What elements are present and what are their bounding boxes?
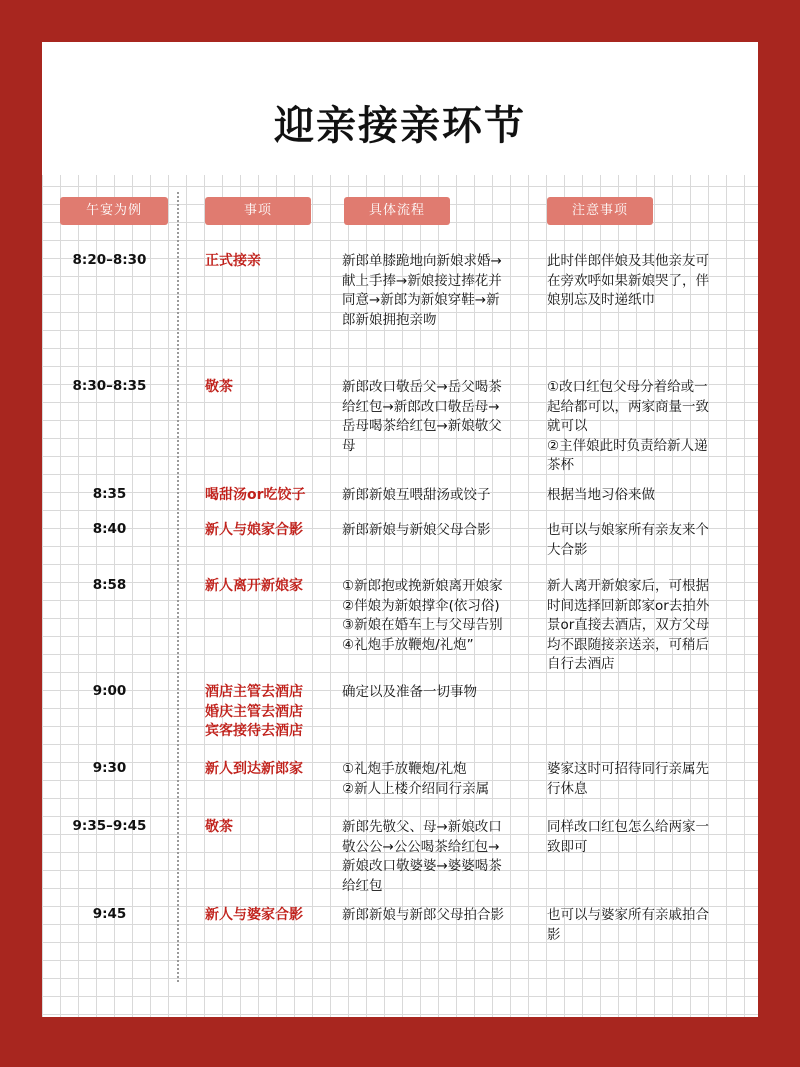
row-item [205, 906, 345, 926]
row-note-line: 行休息 [547, 780, 588, 797]
row-note-line: 致即可 [547, 838, 588, 855]
row-item [205, 486, 345, 506]
row-note-line: 娘别忘及时递纸巾 [547, 292, 655, 308]
page-title: 迎亲接亲环节 [274, 102, 526, 149]
row-flow-line: 新郎新娘与新娘父母合影 [342, 522, 491, 538]
row-flow [342, 577, 532, 655]
row-flow-line: 新郎新娘互喂甜汤或饺子 [342, 487, 491, 503]
row-note [547, 252, 737, 311]
row-flow-line: 敬公公→公公喝茶给红包→ [342, 838, 500, 855]
row-note [547, 486, 737, 506]
row-flow-line: 给红包→新郎改口敬岳母→ [342, 398, 500, 415]
row-flow-line: ②新人上楼介绍同行亲属 [342, 780, 490, 797]
row-note-line: ②主伴娘此时负责给新人递 [547, 437, 708, 454]
row-flow-line: 新郎改口敬岳父→岳父喝茶 [342, 379, 502, 395]
row-flow-line: 新郎先敬父、母→新娘改口 [342, 819, 502, 835]
row-item [205, 683, 345, 742]
row-time: 9:35–9:45 [72, 818, 147, 834]
row-note [547, 906, 737, 945]
header-flow: 具体流程 [344, 197, 450, 225]
row-item-line: 敬茶 [205, 379, 233, 395]
row-flow-line: 同意→新郎为新娘穿鞋→新 [342, 292, 500, 308]
header-time: 午宴为例 [60, 197, 168, 225]
row-note-line: 此时伴郎伴娘及其他亲友可 [547, 253, 709, 269]
row-note-line: 同样改口红包怎么给两家一 [547, 819, 709, 835]
row-flow [342, 521, 532, 541]
row-note [547, 818, 737, 857]
row-item [205, 252, 345, 272]
row-note-line: 茶杯 [547, 457, 574, 473]
row-item [205, 577, 345, 597]
row-flow-line: 母 [342, 437, 356, 454]
row-flow-line: 新娘改口敬婆婆→婆婆喝茶 [342, 858, 502, 874]
row-item [205, 760, 345, 780]
row-note-line: 根据当地习俗来做 [547, 487, 655, 503]
row-item-line: 新人离开新娘家 [205, 578, 303, 594]
row-item [205, 818, 345, 838]
row-time: 9:30 [92, 760, 127, 776]
row-item-line: 新人到达新郎家 [205, 761, 303, 777]
row-flow [342, 252, 532, 330]
row-flow-line: 确定以及准备一切事物 [342, 684, 477, 700]
row-flow [342, 906, 532, 926]
row-time: 8:20–8:30 [72, 252, 147, 268]
row-note-line: 影 [547, 926, 561, 943]
header-item: 事项 [205, 197, 311, 225]
row-item [205, 521, 345, 541]
row-item [205, 378, 345, 398]
row-note-line: 也可以与婆家所有亲戚拍合 [547, 907, 709, 923]
row-flow [342, 760, 532, 799]
row-flow-line: 岳母喝茶给红包→新娘敬父 [342, 418, 502, 434]
row-flow-line: ③新娘在婚车上与父母告别 [342, 617, 503, 633]
row-flow [342, 378, 532, 456]
row-flow-line: 新郎新娘与新郎父母拍合影 [342, 907, 504, 923]
row-flow [342, 486, 532, 506]
column-divider [177, 192, 179, 982]
row-item-line: 喝甜汤or吃饺子 [205, 487, 306, 503]
row-note-line: 自行去酒店 [547, 656, 615, 672]
row-flow-line: ①新郎抱或挽新娘离开娘家 [342, 578, 503, 594]
row-item-line: 新人与婆家合影 [205, 907, 303, 923]
row-time: 9:00 [92, 683, 127, 699]
row-time: 9:45 [92, 906, 127, 922]
row-note [547, 760, 737, 799]
row-note-line: 起给都可以，两家商量一致 [547, 398, 709, 415]
row-time: 8:30–8:35 [72, 378, 147, 394]
row-item-line: 酒店主管去酒店 [205, 684, 303, 700]
row-note-line: 均不跟随接亲送亲，可稍后 [547, 636, 709, 653]
row-item-line: 宾客接待去酒店 [205, 723, 303, 739]
row-item-line: 正式接亲 [205, 253, 261, 269]
row-note [547, 521, 737, 560]
row-flow [342, 683, 532, 703]
row-flow-line: ②伴娘为新娘撑伞(依习俗) [342, 597, 500, 614]
row-note-line: 时间选择回新郎家or去拍外 [547, 597, 710, 614]
row-flow-line: 献上手捧→新娘接过捧花并 [342, 272, 502, 289]
row-flow-line: 郎新娘拥抱亲吻 [342, 311, 437, 328]
row-time: 8:35 [92, 486, 127, 502]
row-flow [342, 818, 532, 896]
row-item-line: 敬茶 [205, 819, 233, 835]
row-note-line: 也可以与娘家所有亲友来个 [547, 522, 709, 538]
schedule-sheet [42, 42, 758, 1017]
row-time: 8:40 [92, 521, 127, 537]
row-note-line: 新人离开新娘家后，可根据 [547, 578, 709, 594]
row-flow-line: 新郎单膝跪地向新娘求婚→ [342, 253, 502, 269]
row-item-line: 婚庆主管去酒店 [205, 703, 303, 720]
row-flow-line: ④礼炮手放鞭炮/礼炮” [342, 636, 474, 653]
row-note [547, 577, 737, 675]
row-note-line: 景or直接去酒店，双方父母 [547, 617, 710, 633]
row-flow-line: 给红包 [342, 877, 383, 894]
row-note-line: ①改口红包父母分着给或一 [547, 379, 708, 395]
row-note-line: 就可以 [547, 418, 588, 434]
row-note-line: 婆家这时可招待同行亲属先 [547, 761, 709, 777]
row-flow-line: ①礼炮手放鞭炮/礼炮 [342, 761, 467, 777]
row-item-line: 新人与娘家合影 [205, 522, 303, 538]
row-note-line: 在旁欢呼如果新娘哭了，伴 [547, 272, 709, 289]
row-time: 8:58 [92, 577, 127, 593]
header-note: 注意事项 [547, 197, 653, 225]
row-note-line: 大合影 [547, 541, 588, 558]
row-note [547, 378, 737, 476]
